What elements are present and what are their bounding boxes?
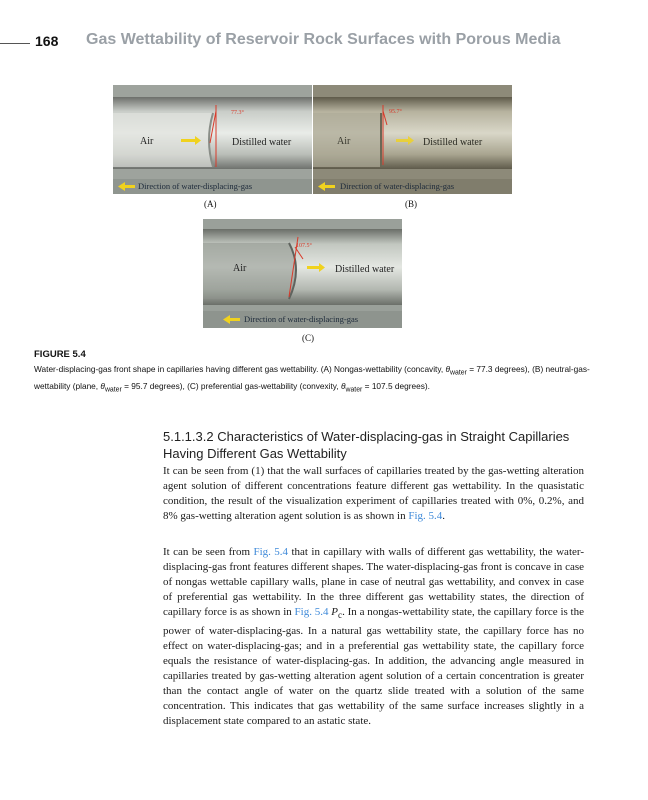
figure-panel-c — [203, 219, 402, 328]
figure-link[interactable]: Fig. 5.4 — [408, 510, 443, 523]
figure-link[interactable]: Fig. 5.4 — [294, 606, 329, 619]
figure-caption: Water-displacing-gas front shape in capillaries having different gas wettability. (A) Nongas-wettability (concavity, $\theta_{water} = 77.3$ degrees), (B) neutral-gas-wettability (plane, $\theta_{water} = 95.7$ degrees), (C) preferential gas-wettability (convexity, $\theta_{water} = 107.5$ degrees). — [34, 364, 590, 394]
water-label-b: Distilled water — [423, 137, 483, 148]
angle-label-a: 77.3° — [231, 110, 244, 116]
air-label-a: Air — [140, 136, 154, 147]
direction-label-a: Direction of water-displacing-gas — [138, 181, 253, 191]
figure-panel-b — [313, 85, 512, 194]
water-label-c: Distilled water — [335, 264, 395, 275]
figure-panel-a — [113, 85, 312, 194]
direction-label-c: Direction of water-displacing-gas — [244, 314, 359, 324]
figure-title: FIGURE 5.4 — [34, 349, 86, 360]
figure-link[interactable]: Fig. 5.4 — [253, 546, 289, 558]
air-label-b: Air — [337, 136, 351, 147]
running-title: Gas Wettability of Reservoir Rock Surfaces with Porous Media — [86, 31, 561, 48]
direction-label-b: Direction of water-displacing-gas — [340, 181, 455, 191]
header-rule — [0, 43, 30, 44]
angle-label-c: 107.5° — [296, 243, 312, 249]
paragraph-1: It can be seen from (1) that the wall surfaces of capillaries treated by the gas-wetting alteration agent solution of different concentrations feature different gas wettability. In the quasistatic condition, the result of the visualization experiment of capillaries treated with 0%, 0.2%, and 8% gas-wetting alteration agent solution is as shown in Fig. 5.4. — [163, 465, 584, 523]
angle-label-b: 95.7° — [389, 109, 402, 115]
paragraph-2: It can be seen from Fig. 5.4 that in capillary with walls of different gas wettability, the water-displacing-gas front features different shapes. The water-displacing-gas front is concave in case of nongas wettable capillary walls, plane in case of neutral gas wettability, and convex in case of preferential gas wettability. In the three different gas wettability states, the direction of capillary force is as shown in Fig. 5.4 $P_c$. In a nongas-wettability state, the capillary force is the power of water-displacing-gas. In a natural gas wettability state, the capillary force has no effect on water-displacing-gas; and in a preferential gas wettability state, the capillary force equals the resistance of water-displacing-gas. In addition, the advancing angle measured in capillaries treated by gas-wetting alteration agent solution of a certain concentration is greater than the contact angle of water on the quartz slide treated with a solution of the same concentration. This indicates that gas wettability of the same surface increases slightly in a displacement state compared to an astatic state. — [163, 546, 584, 728]
panel-label-a: (A) — [204, 199, 217, 209]
panel-label-b: (B) — [405, 199, 417, 209]
page-number: 168 — [35, 33, 59, 49]
water-label-a: Distilled water — [232, 137, 292, 148]
panel-label-c: (C) — [302, 333, 314, 343]
air-label-c: Air — [233, 263, 247, 274]
section-heading: 5.1.1.3.2 Characteristics of Water-displacing-gas in Straight Capillaries Having Different Gas Wettability — [163, 429, 570, 461]
